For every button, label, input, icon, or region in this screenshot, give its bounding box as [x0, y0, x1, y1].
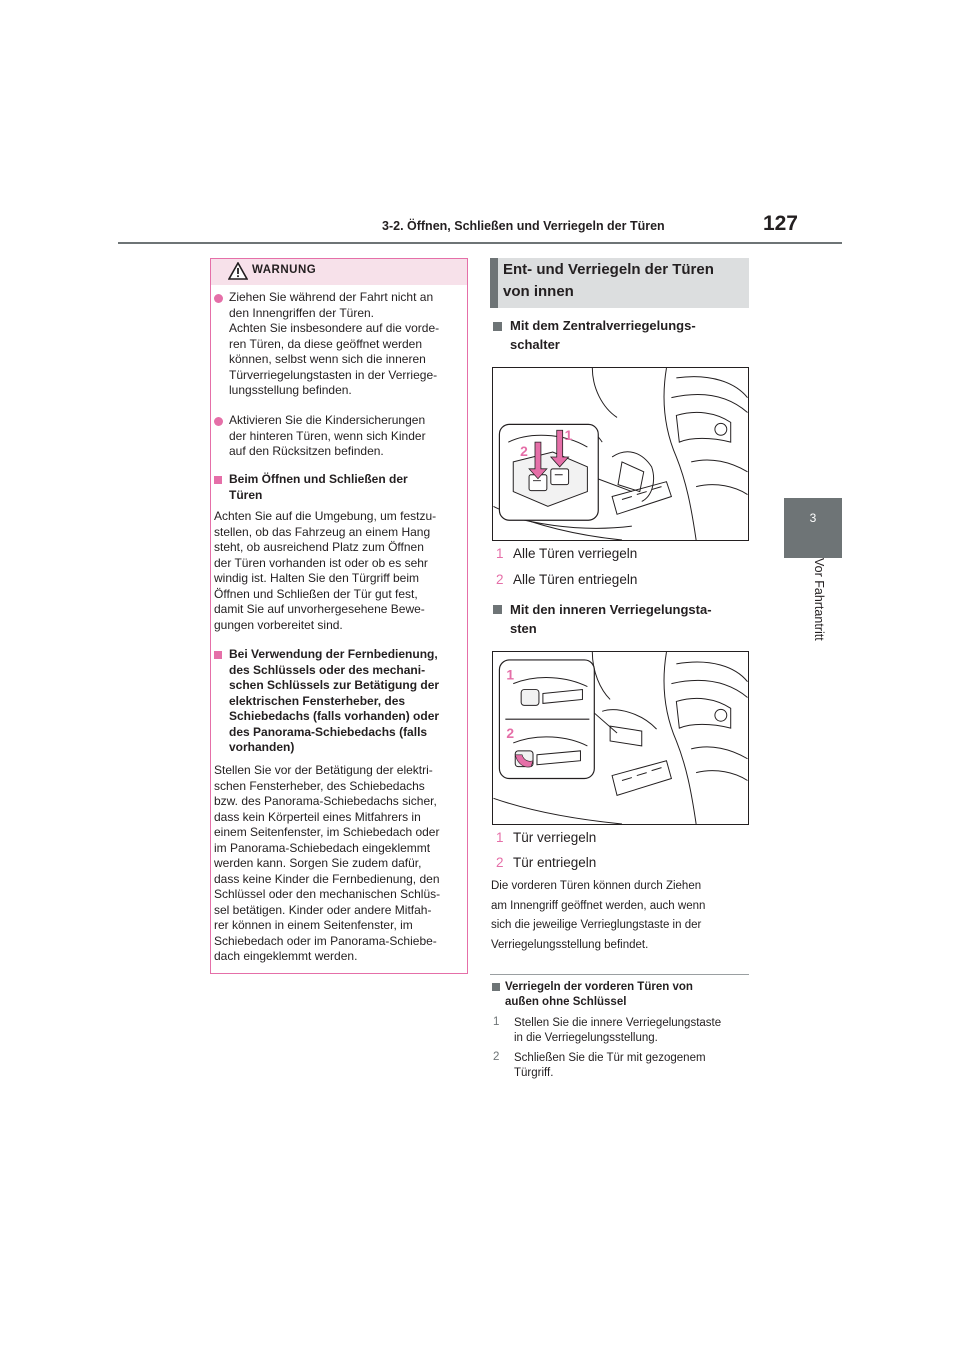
text-line: Türverriegelungstasten in der Verriege-: [229, 367, 438, 382]
text-line: außen ohne Schlüssel: [505, 996, 627, 1008]
list-item-number: 2: [496, 572, 504, 587]
warning-subheading-1: [229, 472, 465, 503]
chapter-tab: 3: [784, 498, 842, 558]
square-bullet: [214, 651, 222, 659]
text-line: auf den Rücksitzen befinden.: [229, 444, 384, 458]
text-line: Türen: [229, 487, 263, 502]
note-paragraph: [491, 877, 753, 955]
text-line: Die vorderen Türen können durch Ziehen: [491, 880, 702, 892]
figure-label-1: 1: [564, 427, 573, 444]
text-line: am Innengriff geöffnet werden, auch wenn: [491, 899, 706, 912]
chapter-label-text: Vor Fahrtantritt: [812, 558, 826, 641]
warning-title: WARNUNG: [252, 264, 317, 276]
text-line: Ziehen Sie während der Fahrt nicht an: [229, 290, 434, 304]
text-line: Verriegelungsstellung befindet.: [491, 938, 649, 951]
list-item-number: 2: [496, 855, 504, 870]
text-line: werden kann. Sorgen Sie zudem dafür,: [214, 856, 422, 870]
step-text: [514, 1016, 754, 1046]
text-line: bzw. des Panorama-Schiebedachs sicher,: [214, 794, 437, 808]
inner-lock-button-illustration: [492, 651, 749, 825]
text-line: sten: [510, 621, 537, 636]
section-heading-bar: [490, 258, 498, 308]
text-line: in die Verriegelungsstellung.: [514, 1032, 658, 1044]
subheading-inner-lock-buttons: [510, 600, 750, 638]
text-line: Mit den inneren Verriegelungsta-: [510, 602, 712, 617]
divider: [490, 974, 749, 975]
warning-paragraph-1: [214, 509, 466, 633]
step-text: [514, 1051, 754, 1081]
subheading-central-locking: [510, 316, 750, 354]
subheading-lock-from-outside: [505, 980, 750, 1010]
list-item-text: Alle Türen entriegeln: [513, 572, 638, 587]
list-item-text: Tür verriegeln: [513, 830, 597, 845]
text-line: von innen: [503, 283, 574, 300]
text-line: der Türen vorhanden ist oder ob es sehr: [214, 555, 428, 570]
text-line: dass kein Körperteil eines Mitfahrers in: [214, 809, 421, 824]
text-line: Aktivieren Sie die Kindersicherungen: [229, 413, 426, 427]
header-rule: [118, 242, 842, 244]
square-bullet: [492, 983, 500, 991]
list-item-text: Tür entriegeln: [513, 855, 597, 870]
text-line: steht, ob ausreichend Platz zum Öffnen: [214, 540, 424, 554]
warning-triangle-icon: [228, 262, 248, 280]
text-line: Mit dem Zentralverriegelungs-: [510, 318, 696, 333]
text-line: schalter: [510, 337, 560, 352]
square-bullet: [493, 322, 502, 331]
figure-label-2: 2: [520, 442, 528, 459]
bullet-dot: [214, 294, 223, 303]
text-line: schen Fensterheber, des Schiebedachs: [214, 778, 425, 793]
text-line: im Panorama-Schiebedach eingeklemmt: [214, 840, 431, 855]
figure-label-2: 2: [506, 725, 515, 741]
chapter-label: [770, 558, 840, 678]
section-title: 3-2. Öffnen, Schließen und Verriegeln der Türen: [382, 219, 665, 233]
warning-bullet-1: [229, 290, 465, 399]
text-line: Ent- und Verriegeln der Türen: [503, 261, 714, 278]
page-number: 127: [762, 212, 798, 235]
text-line: Stellen Sie vor der Betätigung der elektri-: [214, 763, 433, 777]
warning-bullet-2: [229, 413, 465, 460]
text-line: können, selbst wenn sich die inneren: [229, 352, 426, 366]
text-line: der hinteren Türen, wenn sich Kinder: [229, 428, 426, 443]
text-line: einem Seitenfenster, im Schiebedach oder: [214, 825, 440, 839]
text-line: Bei Verwendung der Fernbedienung,: [229, 647, 438, 661]
text-line: des Panorama-Schiebedachs (falls: [229, 724, 428, 739]
text-line: windig ist. Halten Sie den Türgriff beim: [214, 571, 419, 585]
figure-label-1: 1: [506, 666, 515, 683]
text-line: sich die jeweilige Verrieglungstaste in der: [491, 919, 702, 931]
text-line: ren Türen, da diese geöffnet werden: [229, 336, 423, 351]
text-line: Öffnen und Schließen der Tür gut fest,: [214, 586, 418, 601]
text-line: Stellen Sie die innere Verriegelungstaste: [514, 1017, 722, 1029]
text-line: Verriegeln der vorderen Türen von: [505, 981, 693, 993]
text-line: dach eingeklemmt werden.: [214, 949, 358, 963]
section-heading: [503, 259, 747, 303]
bullet-dot: [214, 417, 223, 426]
text-line: damit Sie auf unvorhergesehene Bewe-: [214, 602, 425, 616]
square-bullet: [493, 605, 502, 614]
text-line: Türgriff.: [514, 1067, 554, 1079]
text-line: sel betätigen. Kinder oder andere Mitfah-: [214, 902, 432, 917]
text-line: elektrischen Fensterheber, des: [229, 693, 406, 708]
central-locking-switch-illustration: [492, 367, 749, 541]
step-number: 1: [493, 1016, 500, 1028]
warning-header: [211, 259, 467, 285]
text-line: Beim Öffnen und Schließen der: [229, 472, 408, 486]
text-line: den Innengriffen der Türen.: [229, 305, 374, 320]
text-line: stellen, ob das Fahrzeug an einem Hang: [214, 524, 431, 539]
step-number: 2: [493, 1051, 500, 1063]
text-line: schen Schlüssels zur Betätigung der: [229, 678, 440, 692]
text-line: lungsstellung befinden.: [229, 383, 352, 397]
text-line: Achten Sie insbesondere auf die vorde-: [229, 321, 440, 335]
text-line: gungen vorbereitet sind.: [214, 617, 343, 632]
list-item-number: 1: [496, 830, 504, 845]
text-line: Achten Sie auf die Umgebung, um festzu-: [214, 509, 437, 523]
text-line: Schlüssel oder den mechanischen Schlüs-: [214, 887, 441, 901]
warning-paragraph-2: [214, 763, 466, 965]
warning-subheading-2: [229, 647, 467, 756]
text-line: dass keine Kinder die Fernbedienung, den: [214, 871, 440, 886]
text-line: vorhanden): [229, 740, 295, 754]
text-line: Schiebedach oder im Panorama-Schiebe-: [214, 933, 437, 948]
text-line: rer können in einem Seitenfenster, im: [214, 918, 413, 932]
square-bullet: [214, 476, 222, 484]
text-line: Schiebedachs (falls vorhanden) oder: [229, 709, 440, 723]
list-item-text: Alle Türen verriegeln: [513, 546, 638, 561]
list-item-number: 1: [496, 546, 504, 561]
text-line: Schließen Sie die Tür mit gezogenem: [514, 1052, 706, 1064]
text-line: des Schlüssels oder des mechani-: [229, 662, 426, 677]
